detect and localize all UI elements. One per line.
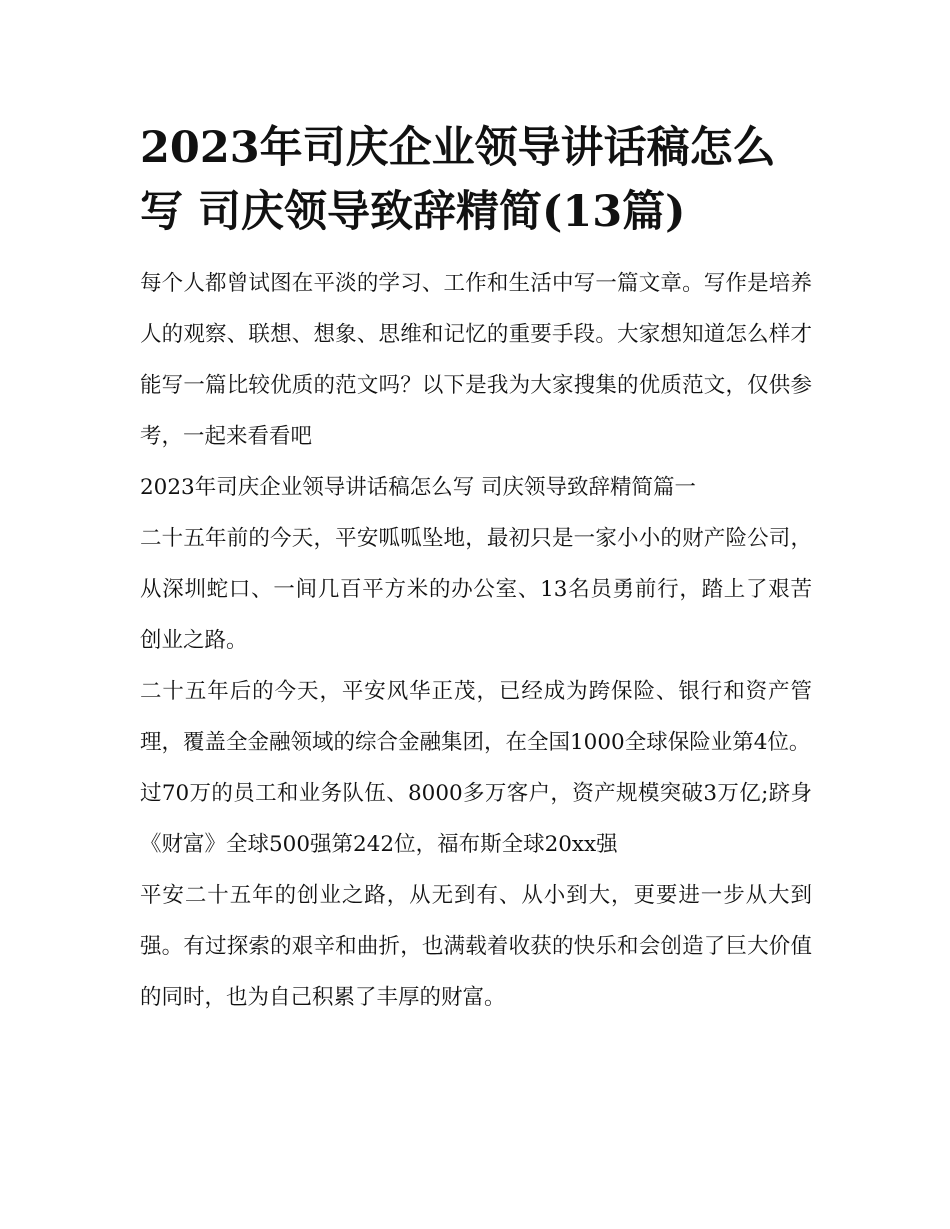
document-title: 2023年司庆企业领导讲话稿怎么写 司庆领导致辞精简(13篇) bbox=[140, 123, 776, 237]
section-heading: 2023年司庆企业领导讲话稿怎么写 司庆领导致辞精简篇一 bbox=[140, 475, 697, 500]
body-paragraph: 平安二十五年的创业之路，从无到有、从小到大，更要进一步从大到强。有过探索的艰辛和曲折，也满载着收获的快乐和会创造了巨大价值的同时，也为自己积累了丰厚的财富。 bbox=[140, 883, 812, 1010]
body-paragraph: 过70万的员工和业务队伍、8000多万客户，资产规模突破3万亿;跻身《财富》全球500强第242位，福布斯全球20xx强 bbox=[140, 781, 812, 857]
document-page bbox=[140, 116, 812, 1023]
body-paragraph: 二十五年前的今天，平安呱呱坠地，最初只是一家小小的财产险公司，从深圳蛇口、一间几百平方米的办公室、13名员勇前行，踏上了艰苦创业之路。 bbox=[140, 526, 812, 653]
body-paragraph: 二十五年后的今天，平安风华正茂，已经成为跨保险、银行和资产管理，覆盖全金融领域的综合金融集团，在全国1000全球保险业第4位。 bbox=[140, 679, 812, 755]
intro-paragraph: 每个人都曾试图在平淡的学习、工作和生活中写一篇文章。写作是培养人的观察、联想、想象、思维和记忆的重要手段。大家想知道怎么样才能写一篇比较优质的范文吗？以下是我为大家搜集的优质范文，仅供参考，一起来看看吧 bbox=[140, 271, 812, 449]
